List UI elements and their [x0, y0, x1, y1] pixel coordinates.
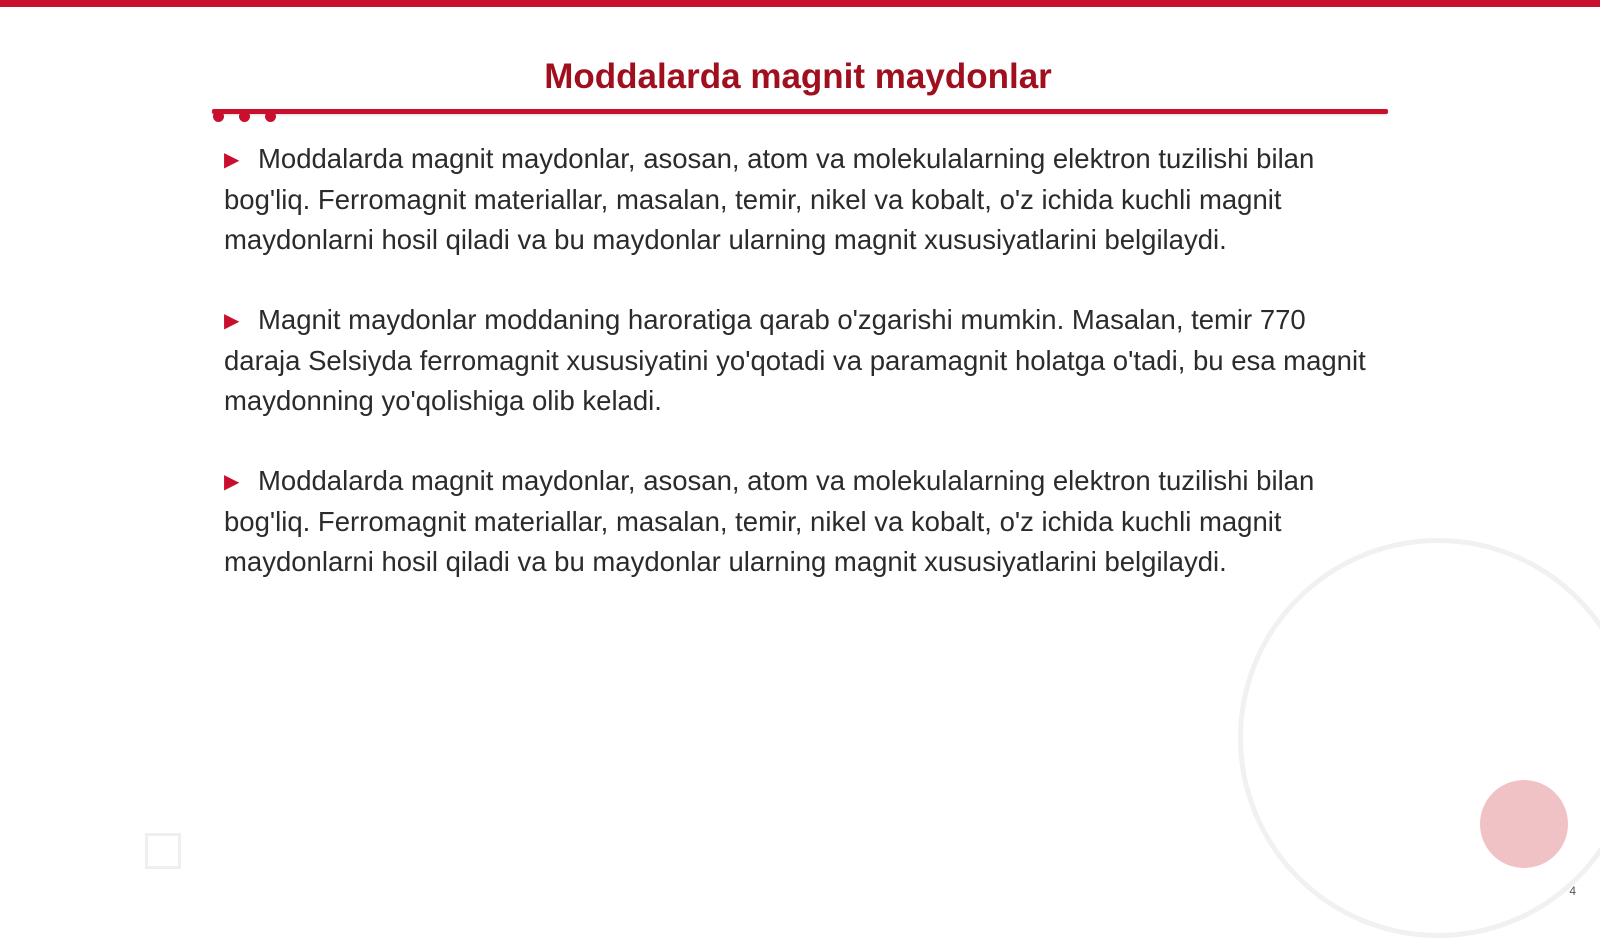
paragraph-text: Moddalarda magnit maydonlar, asosan, atom va molekulalarning elektron tuzilishi bilan bog'liq. Ferromagnit materiallar, masalan, temir, nikel va kobalt, o'z ichida kuchli magnit maydonlarni hosil qiladi va bu maydonlar ularning magnit xususiyatlarini belgilaydi.	[224, 143, 1315, 255]
decor-square-outline	[145, 833, 181, 869]
paragraph-text: Magnit maydonlar moddaning haroratiga qarab o'zgarishi mumkin. Masalan, temir 770 daraja Selsiyda ferromagnit xususiyatini yo'qotadi va paramagnit holatga o'tadi, bu esa magnit maydonning yo'qolishiga olib keladi.	[224, 304, 1366, 416]
page-number: 4	[1569, 884, 1576, 898]
decor-pink-circle	[1480, 780, 1568, 868]
decor-dot	[213, 111, 224, 122]
bullet-arrow-icon: ▶	[224, 149, 240, 171]
slide-body	[224, 139, 1384, 622]
title-underline	[212, 109, 1388, 114]
bullet-arrow-icon: ▶	[224, 471, 240, 493]
slide-title: Moddalarda magnit maydonlar	[544, 57, 1052, 96]
bullet-paragraph-1	[224, 139, 1384, 260]
bullet-arrow-icon: ▶	[224, 310, 240, 332]
decor-dot	[239, 111, 250, 122]
decor-dot	[265, 111, 276, 122]
top-accent-bar	[0, 0, 1600, 7]
bullet-paragraph-3	[224, 461, 1384, 582]
bullet-paragraph-2	[224, 300, 1384, 421]
paragraph-text: Moddalarda magnit maydonlar, asosan, atom va molekulalarning elektron tuzilishi bilan bog'liq. Ferromagnit materiallar, masalan, temir, nikel va kobalt, o'z ichida kuchli magnit maydonlarni hosil qiladi va bu maydonlar ularning magnit xususiyatlarini belgilaydi.	[224, 465, 1315, 577]
